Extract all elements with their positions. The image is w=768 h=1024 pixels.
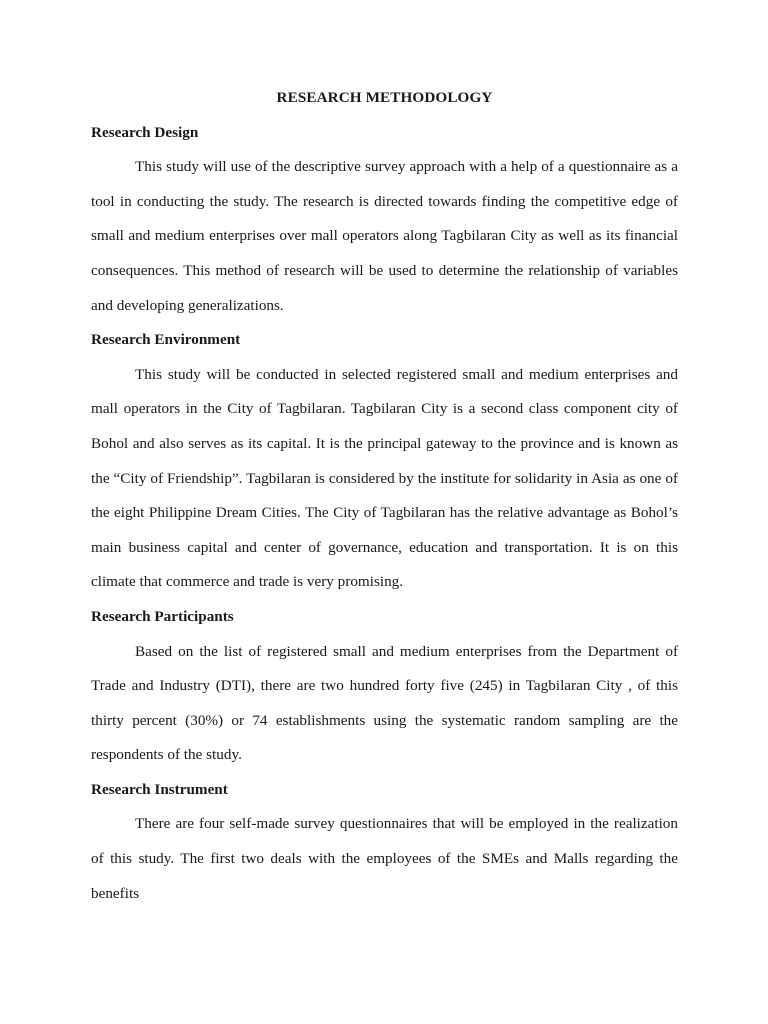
section-paragraph: This study will be conducted in selected registered small and medium enterprises and mall operators in the City of Tagbilaran. Tagbilaran City is a second class component city of Bohol and also serves as its capital. It is the principal gateway to the province and is known as the “City of Friendship”. Tagbilaran is considered by the institute for solidarity in Asia as one of the eight Philippine Dream Cities. The City of Tagbilaran has the relative advantage as Bohol’s main business capital and center of governance, education and transportation. It is on this climate that commerce and trade is very promising. — [91, 365, 678, 591]
section-heading: Research Participants — [91, 607, 234, 625]
section-research-environment — [91, 323, 678, 600]
section-research-participants — [91, 600, 678, 773]
section-heading: Research Instrument — [91, 780, 228, 798]
section-heading: Research Environment — [91, 331, 241, 349]
section-heading: Research Design — [91, 123, 199, 141]
section-paragraph: There are four self-made survey questionnaires that will be employed in the realization of this study. The first two deals with the employees of the SMEs and Malls regarding the benefits — [91, 815, 678, 902]
section-research-instrument — [91, 773, 678, 911]
section-paragraph: Based on the list of registered small and medium enterprises from the Department of Trade and Industry (DTI), there are two hundred forty five (245) in Tagbilaran City , of this thirty percent (30%) or 74 establishments using the systematic random sampling are the respondents of the study. — [91, 642, 678, 764]
section-research-design — [91, 116, 678, 324]
section-paragraph: This study will use of the descriptive survey approach with a help of a questionnaire as a tool in conducting the study. The research is directed towards finding the competitive edge of small and medium enterprises over mall operators along Tagbilaran City as well as its financial consequences. This method of research will be used to determine the relationship of variables and developing generalizations. — [91, 158, 678, 314]
document-page — [91, 81, 678, 911]
document-title: RESEARCH METHODOLOGY — [276, 89, 493, 106]
